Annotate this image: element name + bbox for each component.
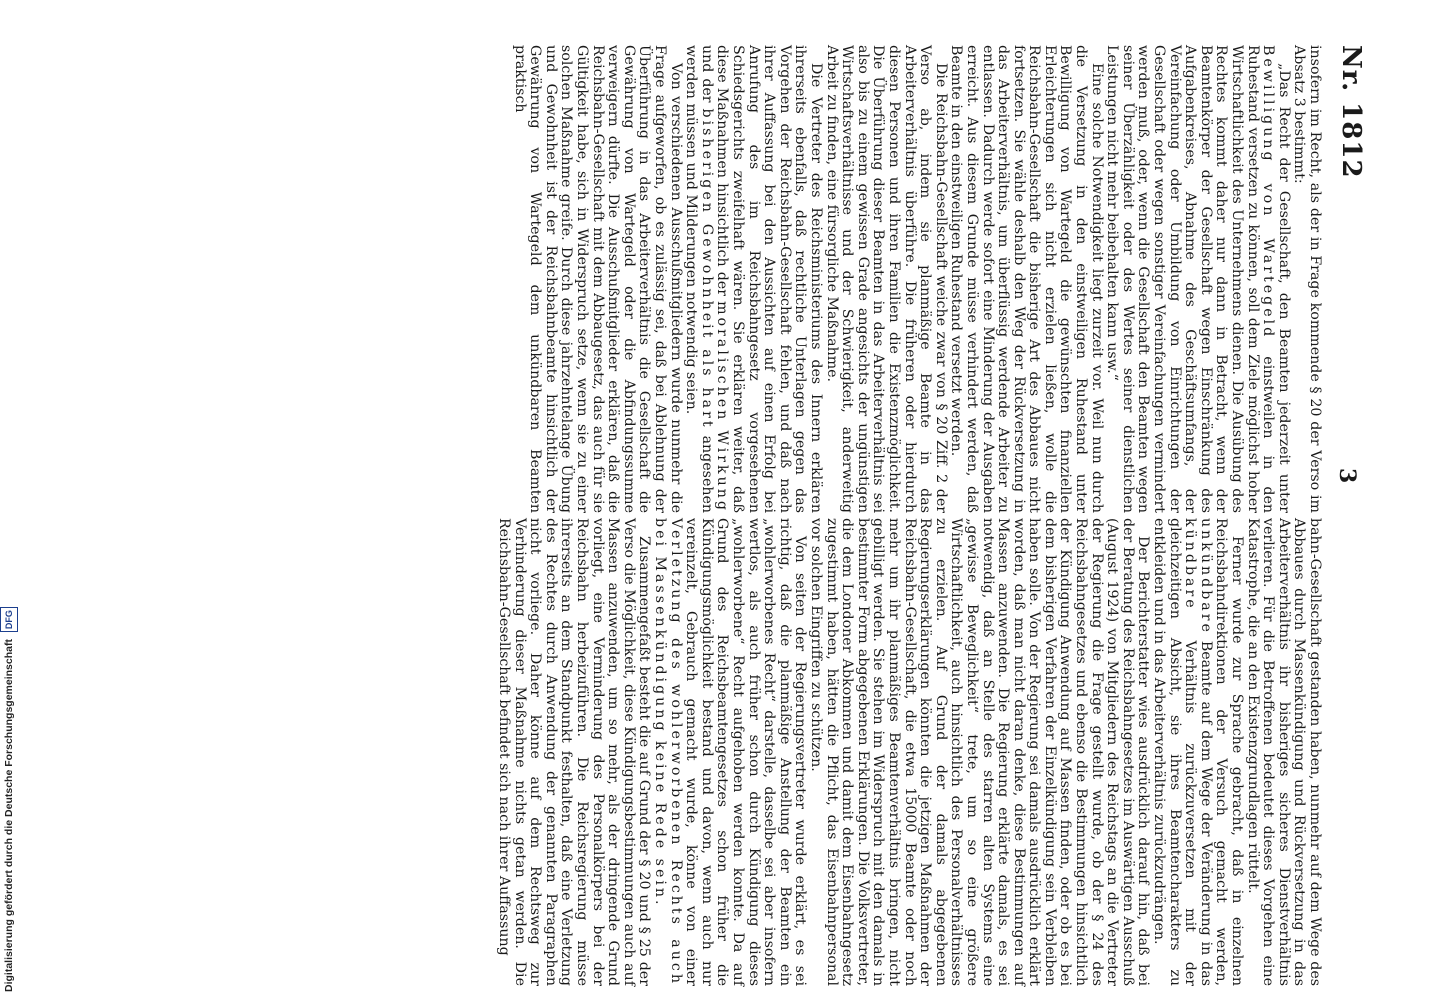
paragraph: Zusammengefaßt besteht die auf Grund der § 20 und § 25 der Verso die Möglichkeit, diese Kündigungsbestimmungen auch auf Massen anzuwenden, um so mehr, als der dringende Grund vorliegt, eine Verminderung des Personalkörpers bei der Reichsbahn herbeizuführen. Die Reichsregierung müsse ihrerseits an dem Standpunkt festhalten, daß eine Verletzung des Rechtes durch Anwendung der genannten Paragraphen nicht vorliege. Daher könne auf dem Rechtsweg zur Verhinderung dieser Maßnahme nichts getan werden. Die Reichsbahn-Gesellschaft befindet sich nach ihrer Auffassung [496, 518, 653, 986]
page-number: 3 [1334, 468, 1360, 484]
paragraph: Ferner wurde zur Sprache gebracht, daß in einzelnen Reichsbahndirektionen der Versuch gemacht werden, unkündbare Beamte auf dem Wege der Veränderung in das kündbare Verhältnis zurückzuversetzen mit der gleichzeitigen Absicht, sie ihres Beamtencharakters zu entkleiden und in das Arbeiterverhältnis zurückzudrängen. [1151, 518, 1246, 986]
paragraph: Die Vertreter des Reichsministeriums des Innern erklären ihrerseits ebenfalls, daß rechtliche Unterlagen gegen das Vorgehen der Reichsbahn-Gesellschaft fehlen, und daß nach ihrer Auffassung bei den Aussichten auf einen Erfolg bei Anrufung des im Reichsbahngesetz vorgesehenen Schiedsgerichts zweifelhaft wären. Sie erklären weiter, daß diese Maßnahmen hinsichtlich der moralischen Wirkung und der bisherigen Gewohnheit als hart angesehen werden müssen und Milderungen notwendig seien. [683, 45, 824, 514]
text-column-right [496, 518, 1322, 986]
paragraph: bahn-Gesellschaft gestanden haben, nunmehr auf dem Wege des Abbaues durch Massenkündigung und Rückversetzung in das Arbeiterverhältnis ihr bisheriges sicheres Dienstverhältnis verlieren. Für die Betroffenen bedeutet dieses Vorgehen eine Katastrophe, die an den Existenzgrundlagen rüttelt. [1244, 518, 1323, 986]
dfg-logo: DFG [0, 607, 18, 632]
paragraph: Eine solche Notwendigkeit liegt zurzeit vor. Weil nun durch die Versetzung in den einstweiligen Ruhestand unter Bewilligung von Wartegeld die gewünschten finanziellen Erleichterungen sich nicht erzielen ließen, wolle die Reichsbahn-Gesellschaft die bisherige Art des Abbaues nicht fortsetzen. Sie wähle deshalb den Weg der Rückversetzung in das Arbeiterverhältnis, um überflüssig werdende Arbeiter zu entlassen. Dadurch werde sofort eine Minderung der Ausgaben erreicht. Aus diesem Grunde müsse verhindert werden, daß Beamte in den einstweiligen Ruhestand versetzt werden. [948, 45, 1105, 513]
document-number: Nr. 1812 [1336, 45, 1366, 179]
digitization-credit [0, 0, 16, 1000]
text-column-left [511, 45, 1322, 513]
paragraph: Der Berichterstatter wies ausdrücklich darauf hin, daß bei der Beratung des Reichsbahngesetzes im Auswärtigen Ausschuß (August 1924) von Mitgliedern des Reichstags an die Vertreter der Regierung die Frage gestellt wurde, ob der § 24 des Reichsbahngesetzes und ebenso die Bestimmungen hinsichtlich der Kündigung Anwendung auf Massen finden, oder ob es bei dem bisherigen Verfahren der Einzelkündigung sein Verbleiben haben solle. Von der Regierung sei damals ausdrücklich erklärt worden, daß man nicht daran denke, diese Bestimmungen auf Massen anzuwenden. Die Regierung erklärte damals, es sei notwendig, daß an Stelle des starren alten Systems eine „gewisse Beweglichkeit“ trete, um so eine größere Wirtschaftlichkeit, auch hinsichtlich des Personalverhältnisses zu erzielen. Auf Grund der damals abgegebenen Regierungserklärungen könnten die jetzigen Maßnahmen der Reichsbahn-Gesellschaft, die etwa 15000 Beamte oder noch mehr um ihr planmäßiges Beamtenverhältnis bringen, nicht gebilligt werden. Sie stehen im Widerspruch mit den damals in bestimmter Form abgegebenen Erklärungen. Die Volksvertreter, die dem Londoner Abkommen und damit dem Eisenbahngesetz zugestimmt haben, hätten die Pflicht, das Eisenbahnpersonal vor solchen Eingriffen zu schützen. [808, 518, 1152, 986]
quote-paragraph: „Das Recht der Gesellschaft, den Beamten jederzeit unter Bewilligung von Wartegeld einstweilen in den Ruhestand versetzen zu können, soll dem Ziele möglichst hoher Wirtschaftlichkeit des Unternehmens dienen. Die Ausübung des Rechtes kommt daher nur dann in Betracht, wenn der Beamtenkörper der Gesellschaft wegen Einschränkung des Aufgabenkreises, Abnahme des Geschäftsumfangs, der Vereinfachung oder Umbildung von Einrichtungen der Gesellschaft oder wegen sonstiger Vereinfachungen vermindert werden muß, oder, wenn die Gesellschaft den Beamten wegen seiner Überzähligkeit oder des Wertes seiner dienstlichen Leistungen nicht mehr beibehalten kann usw.“ [1104, 45, 1292, 513]
paragraph: Von verschiedenen Ausschußmitgliedern wurde nunmehr die Frage aufgeworfen, ob es zulässig sei, daß bei Ablehnung der Überführung in das Arbeiterverhältnis die Gesellschaft die Gewährung von Wartegeld oder die Abfindungssumme verweigern dürfte. Die Ausschußmitglieder erklären, daß die Reichsbahn-Gesellschaft mit dem Abbaugesetz, das auch für sie Gültigkeit habe, sich in Widerspruch setze, wenn sie zu einer solchen Maßnahme greife. Durch diese jahrzehntelange Übung und Gewohnheit ist der Reichsbahnbeamte hinsichtlich der Gewährung von Wartegeld dem unkündbaren Beamten praktisch [511, 45, 684, 513]
paragraph: Von seiten der Regierungsvertreter wurde erklärt, es sei richtig, daß die planmäßige Anstellung der Beamten ein „wohlerworbenes Recht“ darstelle, dasselbe sei aber insofern wertlos, als auch früher schon durch Kündigung dieses „wohlerworbene“ Recht aufgehoben werden konnte. Da auf Grund des Reichsbeamtengesetzes schon früher die Kündigungsmöglichkeit bestand und davon, wenn auch nur vereinzelt, Gebrauch gemacht wurde, könne von einer Verletzung des wohlerworbenen Rechts auch bei Massenkündigung keine Rede sein. [652, 518, 809, 986]
paragraph: Die Reichsbahn-Gesellschaft weiche zwar von § 20 Ziff. 2 der Verso ab, indem sie planmäßige Beamte in das Arbeiterverhältnis überführe. Die früheren oder hierdurch diesen Personen und ihren Familien die Existenzmöglichkeit. Die Überführung dieser Beamten in das Arbeiterverhältnis sei also bis zu einem gewissen Grade angesichts der ungünstigen Wirtschaftsverhältnisse und der Schwierigkeit, anderweitig Arbeit zu finden, eine fürsorgliche Maßnahme. [823, 45, 949, 513]
paragraph: insofern im Recht, als der in Frage kommende § 20 der Verso im Absatz 3 bestimmt: [1291, 45, 1323, 513]
credit-text: Digitalisierung gefördert durch die Deutsche Forschungsgemeinschaft [3, 639, 15, 992]
